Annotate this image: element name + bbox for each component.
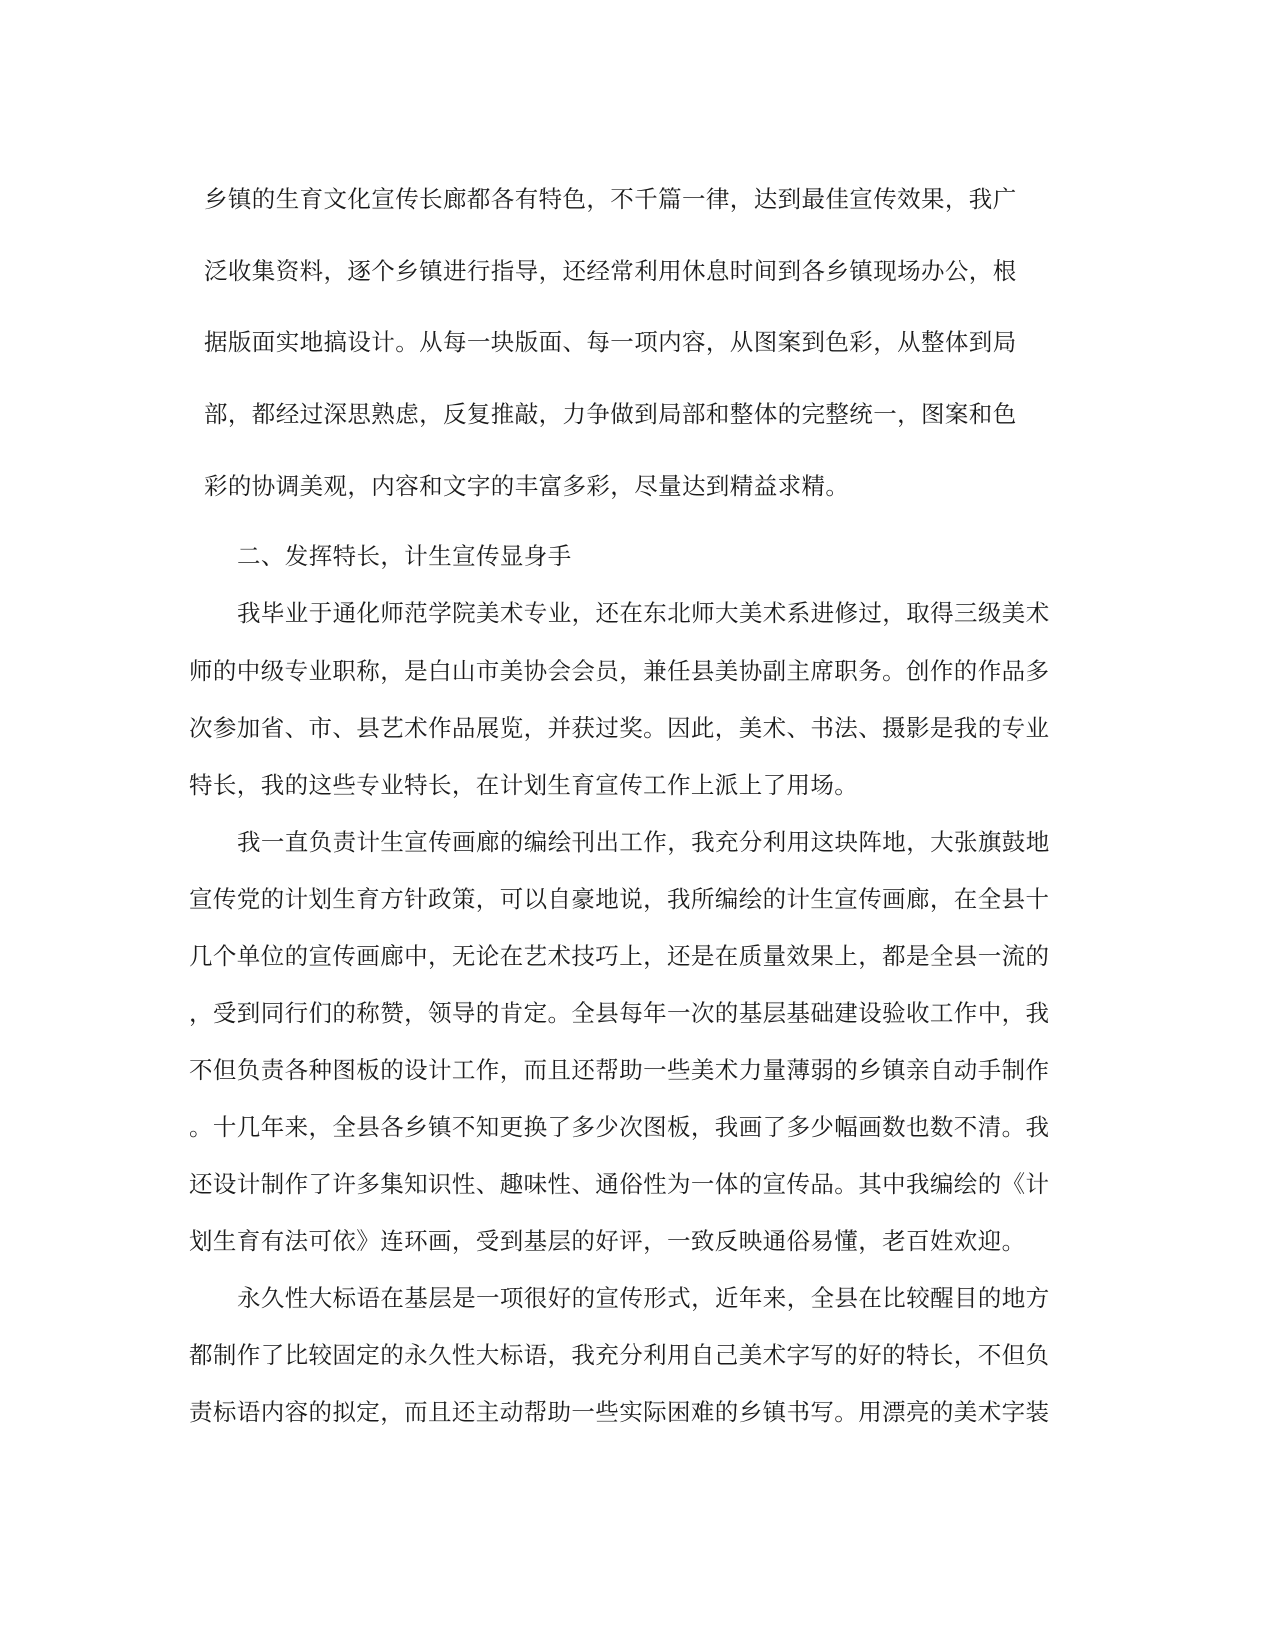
text-line: 不但负责各种图板的设计工作，而且还帮助一些美术力量薄弱的乡镇亲自动手制作 [189, 1056, 1050, 1084]
section-heading: 二、发挥特长，计生宣传显身手 [237, 542, 572, 570]
text-line: 据版面实地搞设计。从每一块版面、每一项内容，从图案到色彩，从整体到局 [204, 328, 1017, 356]
text-line: 我一直负责计生宣传画廊的编绘刊出工作，我充分利用这块阵地，大张旗鼓地 [237, 828, 1050, 856]
text-line: 还设计制作了许多集知识性、趣味性、通俗性为一体的宣传品。其中我编绘的《计 [189, 1170, 1050, 1198]
text-line: 责标语内容的拟定，而且还主动帮助一些实际困难的乡镇书写。用漂亮的美术字装 [189, 1398, 1050, 1426]
text-line: 。十几年来，全县各乡镇不知更换了多少次图板，我画了多少幅画数也数不清。我 [189, 1113, 1050, 1141]
text-line: 泛收集资料，逐个乡镇进行指导，还经常利用休息时间到各乡镇现场办公，根 [204, 257, 1017, 285]
text-line: 划生育有法可依》连环画，受到基层的好评，一致反映通俗易懂，老百姓欢迎。 [189, 1227, 1026, 1255]
text-line: 特长，我的这些专业特长，在计划生育宣传工作上派上了用场。 [189, 771, 859, 799]
text-line: 部，都经过深思熟虑，反复推敲，力争做到局部和整体的完整统一，图案和色 [204, 400, 1017, 428]
text-line: 都制作了比较固定的永久性大标语，我充分利用自己美术字写的好的特长，不但负 [189, 1341, 1050, 1369]
text-line: ，受到同行们的称赞，领导的肯定。全县每年一次的基层基础建设验收工作中，我 [189, 999, 1050, 1027]
text-line: 乡镇的生育文化宣传长廊都各有特色，不千篇一律，达到最佳宣传效果，我广 [204, 185, 1017, 213]
text-line: 我毕业于通化师范学院美术专业，还在东北师大美术系进修过，取得三级美术 [237, 599, 1050, 627]
text-line: 几个单位的宣传画廊中，无论在艺术技巧上，还是在质量效果上，都是全县一流的 [189, 942, 1050, 970]
text-line: 彩的协调美观，内容和文字的丰富多彩，尽量达到精益求精。 [204, 472, 850, 500]
text-line: 师的中级专业职称，是白山市美协会会员，兼任县美协副主席职务。创作的作品多 [189, 657, 1050, 685]
text-line: 宣传党的计划生育方针政策，可以自豪地说，我所编绘的计生宣传画廊，在全县十 [189, 885, 1050, 913]
text-line: 永久性大标语在基层是一项很好的宣传形式，近年来，全县在比较醒目的地方 [237, 1284, 1050, 1312]
text-line: 次参加省、市、县艺术作品展览，并获过奖。因此，美术、书法、摄影是我的专业 [189, 714, 1050, 742]
